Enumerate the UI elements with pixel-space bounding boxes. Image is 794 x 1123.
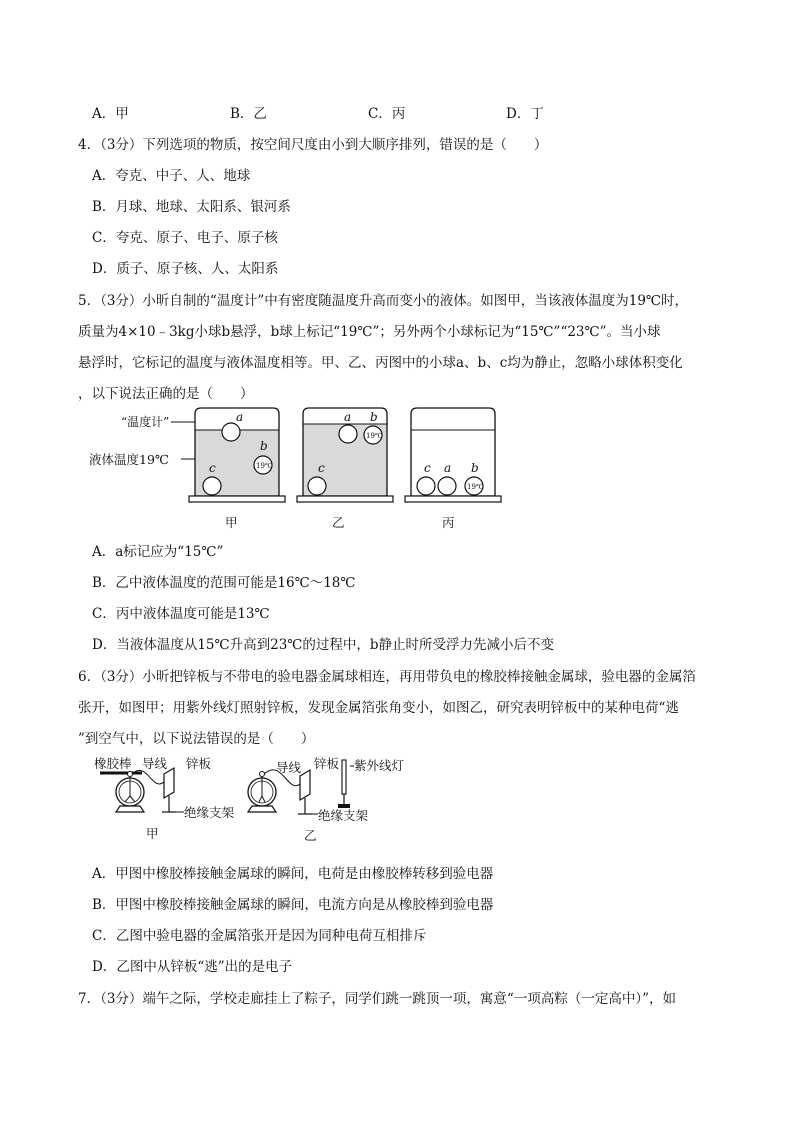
q5-yi-label-a: a [344, 410, 352, 424]
q6-stem-line-1: 6．（3分）小昕把锌板与不带电的验电器金属球相连，再用带负电的橡胶棒接触金属球，验电器的金属箔 [78, 669, 696, 685]
q6-jia-label-wire: 导线 [142, 756, 168, 771]
q6-yi-uv-lamp [342, 760, 346, 794]
q5-option-a: A．a标记应为“15℃” [92, 544, 224, 560]
q4-option-d: D．质子、原子核、人、太阳系 [92, 261, 279, 277]
q4-option-a: A．夸克、中子、人、地球 [92, 168, 251, 184]
q5-container-jia [189, 408, 285, 530]
q3-option-b: B．乙 [230, 106, 267, 122]
q5-label-liquid-temp: 液体温度19℃ [89, 452, 169, 467]
q4-option-c: C．夸克、原子、电子、原子核 [92, 230, 278, 246]
q6-caption-jia: 甲 [146, 826, 159, 841]
q5-bing-ball-a [438, 477, 456, 495]
q6-yi-label-stand: 绝缘支架 [318, 808, 369, 823]
q5-jia-label-a: a [236, 410, 244, 424]
q6-jia-label-rod: 橡胶棒 [94, 756, 132, 771]
q5-yi-mark-b: 19℃ [366, 432, 383, 440]
q6-yi-label-wire: 导线 [276, 760, 302, 775]
q5-label-thermometer: “温度计” [121, 415, 170, 429]
q6-jia-zinc-plate [164, 768, 174, 798]
q6-yi-label-zinc: 锌板 [314, 756, 340, 771]
q6-figure [92, 750, 422, 844]
q5-jia-ball-c [203, 477, 221, 495]
q6-option-b: B．甲图中橡胶棒接触金属球的瞬间，电流方向是从橡胶棒到验电器 [92, 897, 494, 913]
q5-option-d: D．当液体温度从15℃升高到23℃的过程中，b静止时所受浮力先减小后不变 [92, 637, 555, 653]
q6-yi-label-uv-lamp: 紫外线灯 [354, 758, 405, 773]
q6-jia-label-stand: 绝缘支架 [184, 805, 235, 820]
q6-option-a: A．甲图中橡胶棒接触金属球的瞬间，电荷是由橡胶棒转移到验电器 [92, 866, 494, 882]
q3-option-c: C．丙 [368, 106, 406, 122]
q5-jia-label-c: c [209, 461, 216, 475]
q5-container-yi [297, 408, 393, 530]
q5-yi-label-c: c [318, 461, 325, 475]
q6-option-d: D．乙图中从锌板“逃”出的是电子 [92, 959, 293, 975]
q5-stem-line-3: 悬浮时，它标记的温度与液体温度相等。甲、乙、丙图中的小球a、b、c均为静止，忽略小球体积变化 [78, 355, 683, 371]
q6-setup-jia [94, 756, 235, 841]
q5-bing-label-b: b [471, 461, 479, 475]
q5-option-c: C．丙中液体温度可能是13℃ [92, 606, 270, 622]
q5-caption-yi: 乙 [332, 515, 345, 530]
q5-stem-line-4: ，以下说法正确的是（ ） [78, 386, 254, 402]
q3-options [92, 102, 692, 122]
q5-option-b: B．乙中液体温度的范围可能是16℃～18℃ [92, 575, 356, 591]
q5-caption-bing: 丙 [442, 515, 455, 530]
q6-stem-line-2: 张开，如图甲；用紫外线灯照射锌板，发现金属箔张角变小，如图乙，研究表明锌板中的某种电荷“逃 [78, 700, 679, 716]
q6-jia-label-zinc: 锌板 [186, 756, 212, 771]
q3-option-d: D．丁 [506, 106, 544, 122]
q5-stem-line-2: 质量为4×10﹣3kg小球b悬浮，b球上标记“19℃”；另外两个小球标记为“15℃”“23℃”。当小球 [78, 324, 661, 340]
q6-caption-yi: 乙 [304, 828, 317, 843]
q6-yi-zinc-plate [300, 770, 310, 800]
q4-option-b: B．月球、地球、太阳系、银河系 [92, 199, 291, 215]
q5-container-bing [405, 408, 501, 530]
q5-yi-ball-a [339, 425, 357, 443]
q5-jia-mark-b: 19℃ [256, 462, 273, 470]
q6-setup-yi [248, 756, 405, 843]
q5-stem-line-1: 5．（3分）小昕自制的“温度计”中有密度随温度升高而变小的液体。如图甲，当该液体温度为19℃时， [78, 293, 689, 309]
q5-bing-label-c: c [424, 461, 431, 475]
q5-bing-label-a: a [444, 461, 452, 475]
q5-jia-label-b: b [260, 439, 268, 453]
q6-stem-line-3: ”到空气中，以下说法错误的是（ ） [78, 731, 315, 747]
q3-option-a: A．甲 [92, 106, 129, 122]
q5-yi-label-b: b [370, 410, 378, 424]
q7-stem: 7．（3分）端午之际，学校走廊挂上了粽子，同学们跳一跳顶一项，寓意“一项高粽（一定高中）”，如 [78, 991, 676, 1007]
q5-jia-ball-a [222, 423, 240, 441]
q4-stem: 4．（3分）下列选项的物质，按空间尺度由小到大顺序排列，错误的是（ ） [78, 137, 548, 153]
q6-option-c: C．乙图中验电器的金属箔张开是因为同种电荷互相排斥 [92, 928, 427, 944]
q5-yi-ball-c [308, 477, 326, 495]
q5-bing-mark-b: 19℃ [467, 483, 484, 491]
q5-caption-jia: 甲 [225, 515, 238, 530]
q5-bing-ball-c [417, 477, 435, 495]
q5-figure [85, 402, 505, 534]
